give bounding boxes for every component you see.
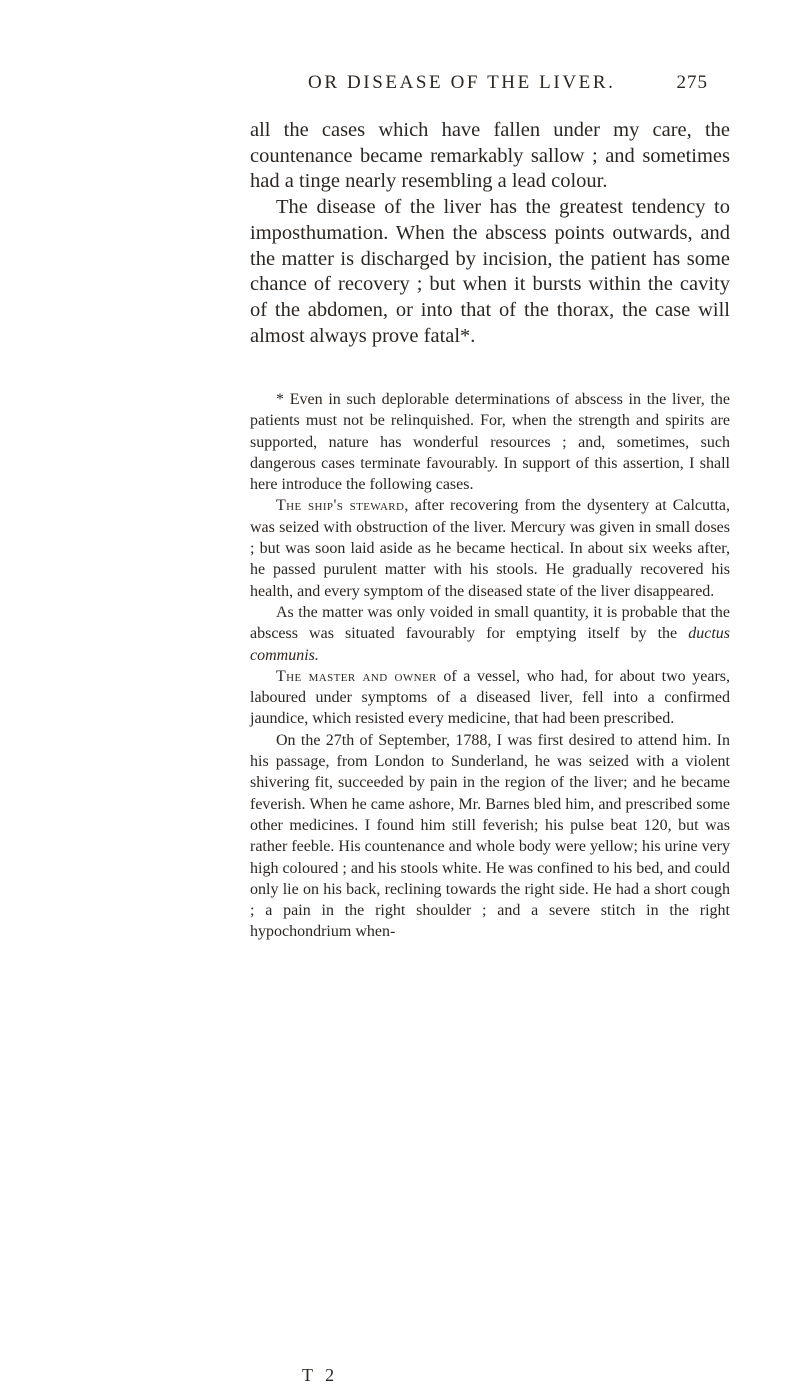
body-paragraph: The disease of the liver has the greatest tendency to imposthumation. When the abscess points outwards, and the matter is discharged by incision, the patient has some chance of recovery ; but when it bursts within the cavity of the abdomen, or into that of the thorax, the case will almost always prove fatal*. <box>250 196 730 347</box>
case-paragraph <box>250 602 730 666</box>
running-header <box>308 72 708 102</box>
case-lead: The ship's steward, <box>276 497 409 515</box>
footnote: * Even in such deplorable determinations of abscess in the liver, the patients must not be relinquished. For, when the strength and spirits are supported, nature has wonderful resources ; and, sometimes, such dangerous cases terminate favourably. In support of this assertion, I shall here introduce the following cases. <box>250 391 730 494</box>
footnote-block <box>250 389 730 943</box>
case-lead: The master and owner <box>276 667 437 685</box>
main-text <box>250 118 730 349</box>
case-text: after recovering from the dysentery at Calcutta, was seized with obstruction of the liver. Mercury was given in small doses ; but was soon laid aside as he became hectical. In about six weeks after, he passed purulent matter with his stools. He gradually recovered his health, and every symptom of the diseased state of the liver disappeared. <box>250 497 731 600</box>
page-number: 275 <box>676 72 708 93</box>
latin-term: ductus communis. <box>250 625 730 664</box>
signature-mark: T 2 <box>302 1365 339 1385</box>
case-text: of a vessel, who had, for about two years, laboured under symptoms of a diseased liver, fell into a confirmed jaundice, which resisted every medicine, that had been prescribed. <box>250 667 730 728</box>
case-paragraph <box>250 666 730 730</box>
case-paragraph: On the 27th of September, 1788, I was first desired to attend him. In his passage, from London to Sunderland, he was seized with a violent shivering fit, succeeded by pain in the region of the liver; and he became feverish. When he came ashore, Mr. Barnes bled him, and prescribed some other medicines. I found him still feverish; his pulse beat 120, but was rather feeble. His countenance and whole body were yellow; his urine very high coloured ; and his stools white. He was confined to his bed, and could only lie on his back, reclining towards the right side. He had a short cough ; a pain in the right shoulder ; and a severe stitch in the right hypochondrium when- <box>250 731 730 941</box>
body-paragraph: all the cases which have fallen under my care, the countenance became remarkably sallow ; and sometimes had a tinge nearly resembling a lead colour. <box>250 119 730 193</box>
case-paragraph <box>250 495 730 601</box>
running-head-title: OR DISEASE OF THE LIVER. <box>308 72 616 93</box>
case-text: As the matter was only voided in small quantity, it is probable that the abscess was situated favourably for emptying itself by the <box>250 603 730 643</box>
